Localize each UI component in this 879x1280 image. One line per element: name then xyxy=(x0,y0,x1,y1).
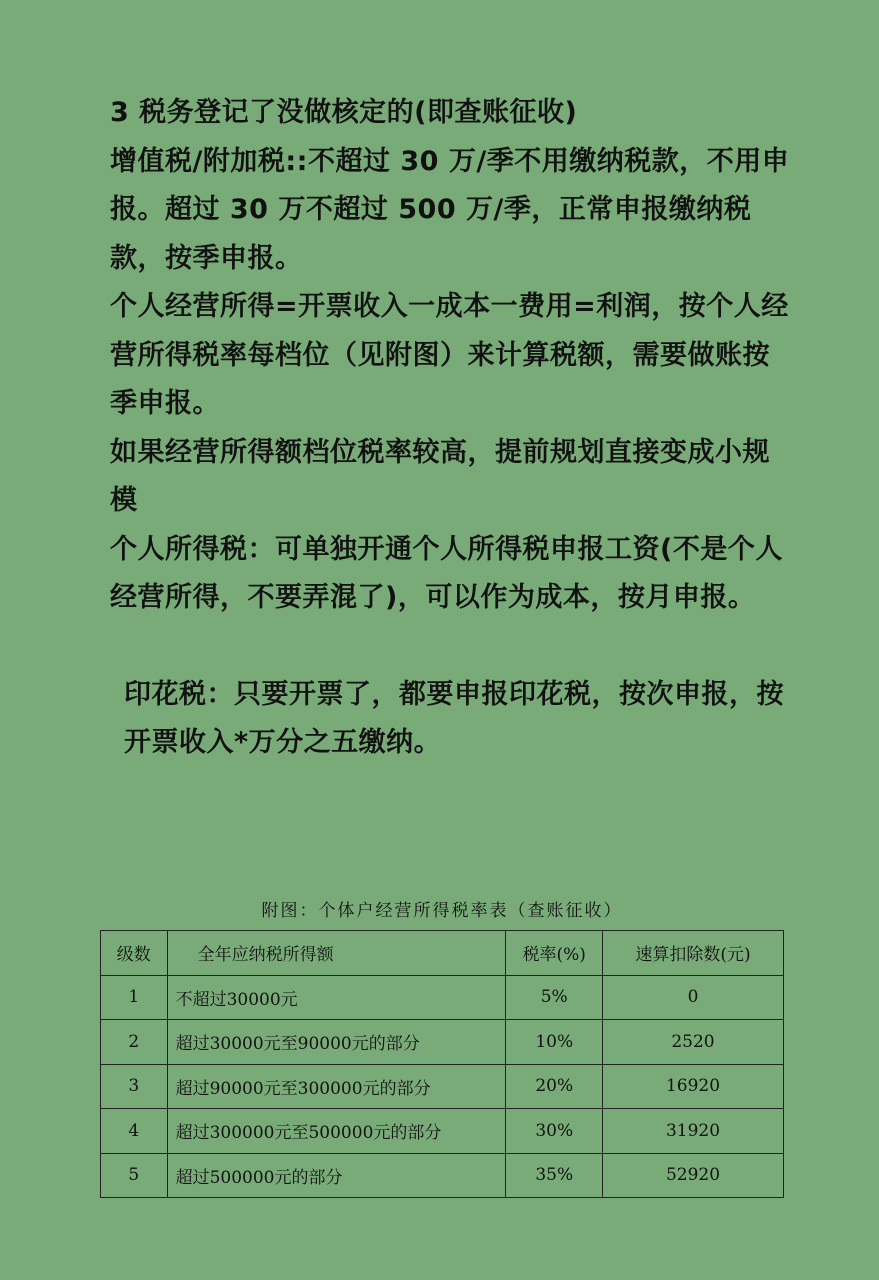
cell-level: 5 xyxy=(101,1153,168,1198)
cell-taxable-income: 超过300000元至500000元的部分 xyxy=(167,1109,506,1154)
table-header-row xyxy=(101,931,784,976)
table-caption: 附图：个体户经营所得税率表（查账征收） xyxy=(261,901,623,921)
header-quick-deduction: 速算扣除数(元) xyxy=(602,931,783,976)
cell-tax-rate: 30% xyxy=(506,1109,603,1154)
cell-tax-rate: 5% xyxy=(506,975,603,1020)
paragraph-business-income: 个人经营所得=开票收入一成本一费用=利润，按个人经营所得税率每档位（见附图）来计算税额，需要做账按季申报。 xyxy=(110,291,789,419)
paragraph-vat: 增值税/附加税::不超过 30 万/季不用缴纳税款，不用申报。超过 30 万不超过 500 万/季，正常申报缴纳税款，按季申报。 xyxy=(110,145,790,274)
cell-taxable-income: 超过500000元的部分 xyxy=(167,1153,506,1198)
cell-quick-deduction: 52920 xyxy=(602,1153,783,1198)
cell-tax-rate: 35% xyxy=(506,1153,603,1198)
cell-level: 1 xyxy=(101,975,168,1020)
table-row xyxy=(101,975,784,1020)
cell-quick-deduction: 16920 xyxy=(602,1064,783,1109)
cell-tax-rate: 10% xyxy=(506,1020,603,1065)
cell-taxable-income: 不超过30000元 xyxy=(167,975,506,1020)
paragraph-stamp-duty: 印花税：只要开票了，都要申报印花税，按次申报，按开票收入*万分之五缴纳。 xyxy=(124,678,784,758)
cell-taxable-income: 超过90000元至300000元的部分 xyxy=(167,1064,506,1109)
cell-quick-deduction: 31920 xyxy=(602,1109,783,1154)
header-tax-rate: 税率(%) xyxy=(506,931,603,976)
header-taxable-income: 全年应纳税所得额 xyxy=(167,931,506,976)
cell-quick-deduction: 0 xyxy=(602,975,783,1020)
header-level: 级数 xyxy=(101,931,168,976)
tax-rate-table xyxy=(100,930,784,1198)
cell-level: 4 xyxy=(101,1109,168,1154)
cell-quick-deduction: 2520 xyxy=(602,1020,783,1065)
table-row xyxy=(101,1153,784,1198)
paragraph-personal-income-tax: 个人所得税：可单独开通个人所得税申报工资(不是个人经营所得，不要弄混了)，可以作为成本，按月申报。 xyxy=(110,533,783,613)
paragraph-small-scale-advice: 如果经营所得额档位税率较高，提前规划直接变成小规模 xyxy=(110,436,770,516)
cell-taxable-income: 超过30000元至90000元的部分 xyxy=(167,1020,506,1065)
table-row xyxy=(101,1020,784,1065)
table-row xyxy=(101,1109,784,1154)
article-body xyxy=(110,89,790,768)
table-row xyxy=(101,1064,784,1109)
paragraph-tax-registration-heading: 3 税务登记了没做核定的(即查账征收) xyxy=(110,97,578,128)
spacer xyxy=(110,623,790,671)
cell-level: 2 xyxy=(101,1020,168,1065)
cell-tax-rate: 20% xyxy=(506,1064,603,1109)
cell-level: 3 xyxy=(101,1064,168,1109)
